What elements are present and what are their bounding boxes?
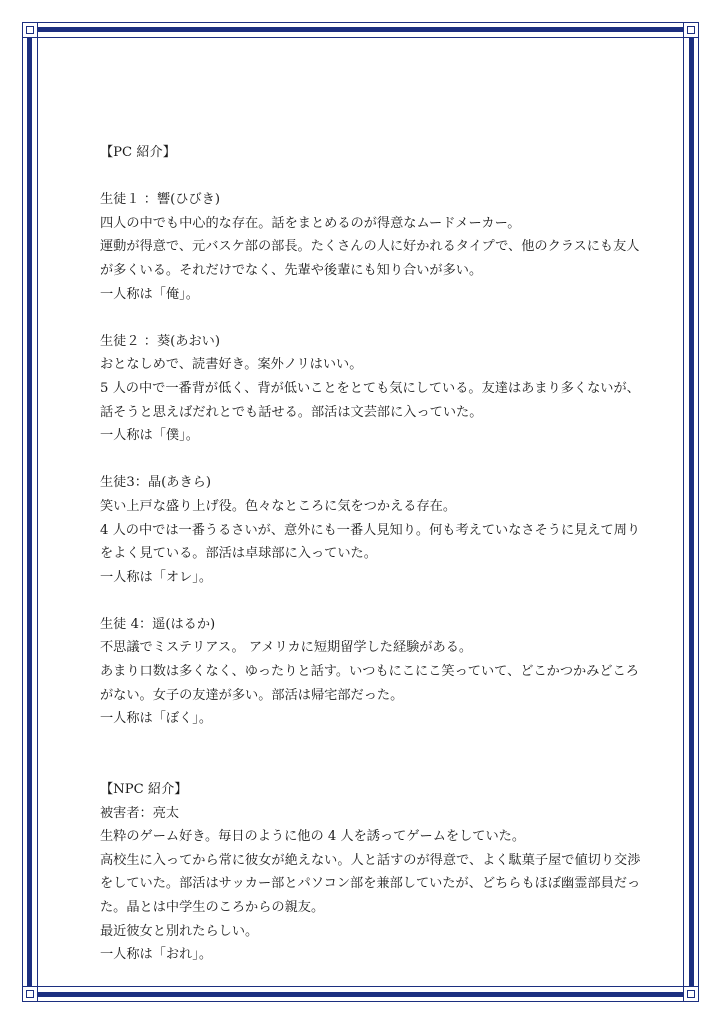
student-name: 生徒3：晶(あきら) <box>100 475 211 491</box>
student-1-block <box>100 188 645 306</box>
student-line: 一人称は「オレ」。 <box>100 569 213 585</box>
student-2-block <box>100 330 645 448</box>
student-line: 一人称は「俺」。 <box>100 286 199 302</box>
student-line: 運動が得意で、元バスケ部の部長。たくさんの人に好かれるタイプで、他のクラスにも友人 <box>100 239 640 255</box>
student-line: 不思議でミステリアス。 アメリカに短期留学した経験がある。 <box>100 640 473 656</box>
student-line: 一人称は「僕」。 <box>100 428 199 444</box>
npc-name: 被害者：亮太 <box>100 805 180 821</box>
student-3-block <box>100 471 645 589</box>
student-line: がない。女子の友達が多い。部活は帰宅部だった。 <box>100 687 404 703</box>
student-name: 生徒 4：遥(はるか) <box>100 616 216 632</box>
npc-line: 生粋のゲーム好き。毎日のように他の 4 人を誘ってゲームをしていた。 <box>100 829 526 845</box>
npc-line: た。晶とは中学生のころからの親友。 <box>100 900 325 915</box>
npc-line: 高校生に入ってから常に彼女が絶えない。人と話すのが得意で、よく駄菓子屋で値切り交渉 <box>100 852 641 868</box>
npc-line: 最近彼女と別れたらしい。 <box>100 923 259 939</box>
npc-section-heading: 【NPC 紹介】 <box>100 782 188 798</box>
student-line: 笑い上戸な盛り上げ役。色々なところに気をつかえる存在。 <box>100 498 457 514</box>
student-name: 生徒１ ：響(ひびき) <box>100 192 220 208</box>
student-line: をよく見ている。部活は卓球部に入っていた。 <box>100 546 377 562</box>
corner-ornament-top-right <box>683 22 699 38</box>
corner-ornament-bottom-right <box>683 986 699 1002</box>
npc-line: をしていた。部活はサッカー部とパソコン部を兼部していたが、どちらもほぼ幽霊部員だっ <box>100 876 641 892</box>
npc-block <box>100 778 645 967</box>
corner-ornament-top-left <box>22 22 38 38</box>
student-line: 話そうと思えばだれとでも話せる。部活は文芸部に入っていた。 <box>100 404 483 420</box>
npc-line: 一人称は「おれ」。 <box>100 947 213 963</box>
student-line: 5 人の中で一番背が低く、背が低いことをとても気にしている。友達はあまり多くないが、 <box>100 380 640 396</box>
document-body <box>100 141 645 967</box>
student-line: 四人の中でも中心的な存在。話をまとめるのが得意なムードメーカー。 <box>100 215 521 231</box>
corner-ornament-bottom-left <box>22 986 38 1002</box>
student-name: 生徒２ ：葵(あおい) <box>100 333 220 349</box>
student-line: が多くいる。それだけでなく、先輩や後輩にも知り合いが多い。 <box>100 262 483 278</box>
student-line: 一人称は「ぼく」。 <box>100 711 213 727</box>
student-line: あまり口数は多くなく、ゆったりと話す。いつもにこにこ笑っていて、どこかつかみどころ <box>100 664 639 680</box>
student-line: 4 人の中では一番うるさいが、意外にも一番人見知り。何も考えていなさそうに見えて周り <box>100 522 641 538</box>
pc-section-heading: 【PC 紹介】 <box>100 145 176 160</box>
student-line: おとなしめで、読書好き。案外ノリはいい。 <box>100 357 363 373</box>
student-4-block <box>100 613 645 731</box>
